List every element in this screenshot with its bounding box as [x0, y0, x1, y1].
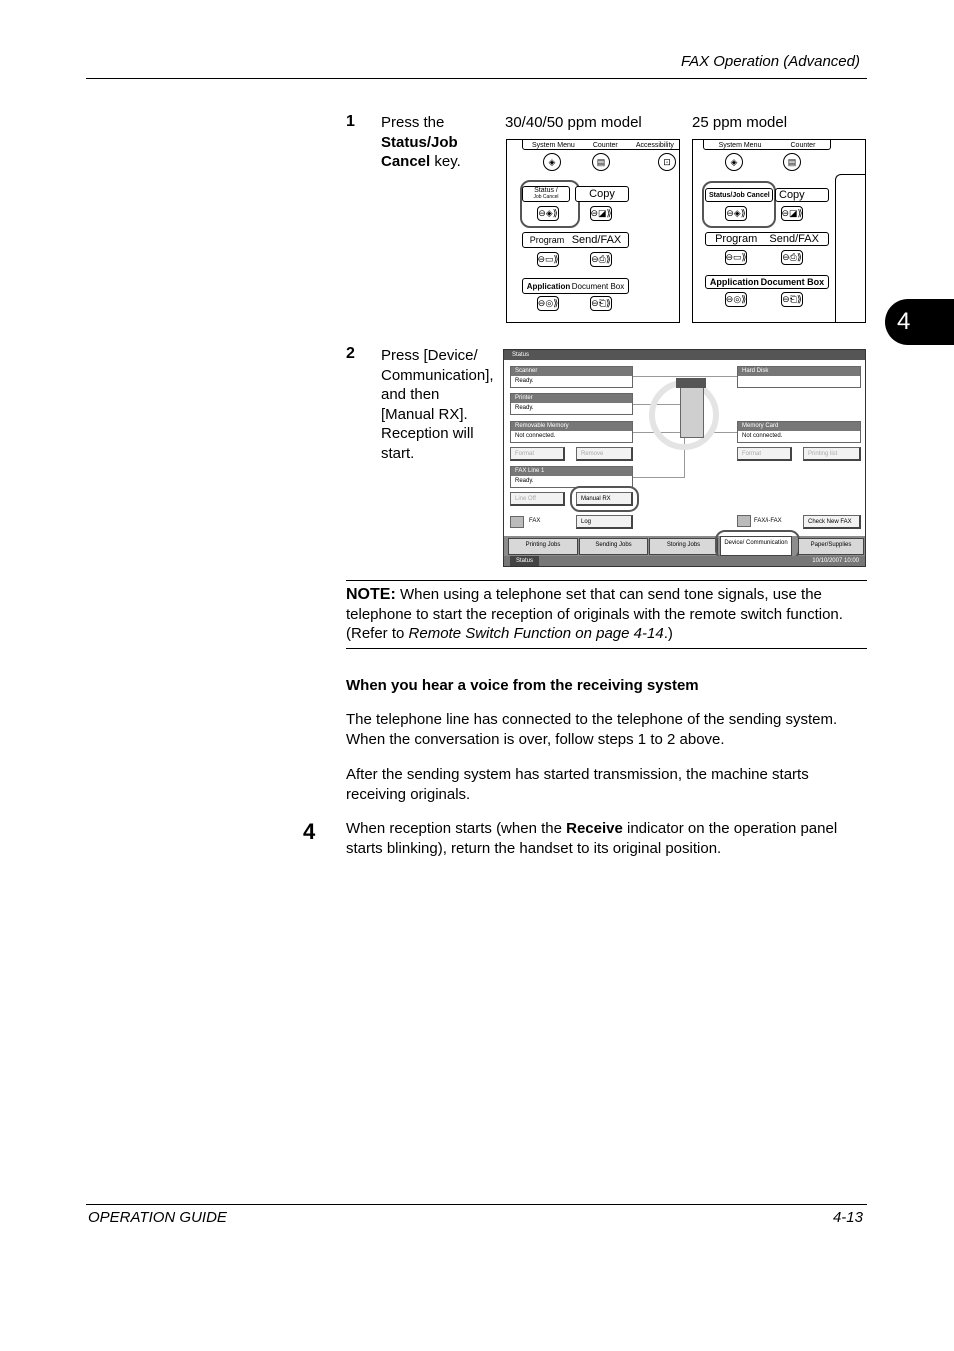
note-text-2: .): [663, 625, 673, 642]
footer-date: 10/10/2007 10:00: [812, 558, 859, 564]
system-menu-label: System Menu: [532, 142, 575, 149]
application-key-icon-right[interactable]: ⊖◎⟫: [725, 292, 747, 307]
fax-label: FAX: [529, 518, 541, 524]
status-text-right: Status/Job Cancel: [709, 191, 770, 199]
line-off-button[interactable]: Line Off: [510, 492, 565, 506]
step-4-number: 4: [303, 819, 316, 844]
scanner-status: [510, 366, 633, 388]
screen-title: Status: [504, 350, 865, 360]
step-1-pre: Press the: [381, 114, 445, 131]
step-2-line: Communication],: [381, 366, 494, 384]
program-sendfax-label: [522, 232, 629, 248]
subheading: When you hear a voice from the receiving system: [346, 677, 699, 694]
program-text-right: Program: [715, 233, 758, 245]
printing-list-button[interactable]: Printing list: [803, 447, 861, 461]
faxline-label: FAX Line 1: [511, 467, 632, 476]
copy-text-right: Copy: [779, 189, 805, 201]
counter-key-icon-right[interactable]: ▤: [783, 153, 801, 171]
memory-card-status: [737, 421, 861, 443]
running-header: FAX Operation (Advanced): [681, 53, 860, 70]
counter-key-icon[interactable]: ▤: [592, 153, 610, 171]
system-menu-key-icon[interactable]: ◈: [543, 153, 561, 171]
application-docbox-label: [522, 278, 629, 294]
printer-value: Ready.: [515, 405, 534, 411]
printer-label: Printer: [511, 394, 632, 403]
copy-label: [575, 186, 629, 202]
step-4-post: indicator on the operation panel starts blinking), return the handset to its original position.: [346, 820, 838, 857]
note-ref: Remote Switch Function on page 4-14: [408, 625, 664, 642]
chapter-tab: 4: [885, 299, 954, 345]
tab-paper-supplies[interactable]: Paper/Supplies: [798, 538, 864, 555]
program-key-icon[interactable]: ⊖▭⟫: [537, 252, 559, 267]
step-2-line: and then: [381, 386, 440, 403]
connector-line: [632, 477, 684, 478]
caption-25: 25 ppm model: [692, 114, 788, 131]
operation-panel-30-40-50: [506, 139, 680, 323]
status-key-highlight-right: [702, 181, 776, 228]
step-1-key-1: Status/Job: [381, 133, 458, 151]
footer-status: Status: [510, 556, 539, 566]
status-key-highlight: [520, 180, 580, 228]
copy-text: Copy: [589, 188, 615, 200]
footer-left: OPERATION GUIDE: [88, 1209, 227, 1226]
docbox-key-icon-right[interactable]: ⊖⎗⟫: [781, 292, 803, 307]
step-1-text: [381, 113, 496, 172]
step-4-pre: When reception starts (when the: [346, 820, 567, 837]
memcard-label: Memory Card: [738, 422, 860, 431]
faxline-value: Ready.: [515, 478, 534, 484]
fax-icon: [510, 516, 524, 528]
hard-disk-status: [737, 366, 861, 388]
step-4-text: [346, 819, 867, 858]
printer-status: [510, 393, 633, 415]
docbox-text: Document Box: [571, 281, 625, 291]
removable-value: Not connected.: [515, 433, 556, 439]
removable-memory-status: [510, 421, 633, 443]
note-text-1: When using a telephone set that can send tone signals, use the telephone to start the reception of originals with the remote switch function. (Refer to: [346, 586, 843, 642]
tab-device-communication[interactable]: Device/ Communication: [720, 536, 792, 556]
status-job-cancel-key-icon[interactable]: ⊖◈⟫: [537, 206, 559, 221]
step-2-line: Press [Device/: [381, 347, 478, 364]
footer-page-number: 4-13: [832, 1209, 863, 1226]
application-key-icon[interactable]: ⊖◎⟫: [537, 296, 559, 311]
panel-side-frame: [835, 174, 866, 323]
step-2-line: Reception will: [381, 425, 474, 442]
copy-key-icon-right[interactable]: ⊖◪⟫: [781, 206, 803, 221]
program-text: Program: [529, 235, 565, 245]
step-2-line: start.: [381, 444, 415, 462]
step-1-key-2: Cancel: [381, 153, 431, 170]
note-block: [346, 585, 867, 644]
docbox-text-right: Document Box: [760, 277, 825, 287]
harddisk-label: Hard Disk: [738, 367, 860, 376]
step-4-bold: Receive: [566, 820, 623, 837]
status-label-b: Job Cancel: [533, 194, 559, 200]
system-menu-key-icon-right[interactable]: ◈: [725, 153, 743, 171]
status-job-cancel-key-icon-right[interactable]: ⊖◈⟫: [725, 206, 747, 221]
fax-ifax-icon: [737, 515, 751, 527]
panel-top-strip: [522, 139, 680, 150]
program-sendfax-label-right: [705, 232, 829, 246]
tab-printing-jobs[interactable]: Printing Jobs: [508, 538, 578, 555]
connector-line: [714, 432, 738, 433]
copy-label-right: [775, 188, 829, 202]
step-2-text: [381, 346, 499, 463]
footer-rule: [86, 1204, 867, 1205]
screen-footer: [504, 556, 865, 566]
removable-label: Removable Memory: [511, 422, 632, 431]
copy-key-icon[interactable]: ⊖◪⟫: [590, 206, 612, 221]
scanner-label: Scanner: [511, 367, 632, 376]
fax-line-status: [510, 466, 633, 488]
format-button[interactable]: Format: [510, 447, 565, 461]
note-label: NOTE:: [346, 586, 396, 603]
caption-30-40-50: 30/40/50 ppm model: [505, 114, 642, 131]
sendfax-key-icon[interactable]: ⊖⎙⟫: [590, 252, 612, 267]
fax-ifax-label: FAX/i-FAX: [754, 518, 782, 524]
manual-rx-button[interactable]: Manual RX: [576, 492, 633, 506]
mfp-machine-top: [676, 378, 706, 388]
panel-top-strip-right: [703, 139, 831, 150]
application-text: Application: [526, 281, 571, 291]
scanner-value: Ready.: [515, 378, 534, 384]
sendfax-text: Send/FAX: [571, 234, 622, 246]
step-1-number: 1: [346, 113, 355, 130]
mfp-machine-body: [680, 382, 704, 438]
application-docbox-label-right: [705, 275, 829, 289]
step-1-post: key.: [430, 153, 461, 170]
counter-label: Counter: [592, 142, 618, 149]
log-button[interactable]: Log: [576, 515, 633, 529]
check-new-fax-button[interactable]: Check New FAX: [803, 515, 861, 529]
format-button-2[interactable]: Format: [737, 447, 792, 461]
counter-label-right: Counter: [790, 142, 816, 149]
program-key-icon-right[interactable]: ⊖▭⟫: [725, 250, 747, 265]
screen-body: [504, 360, 865, 536]
system-menu-label-right: System Menu: [718, 142, 762, 149]
operation-panel-25: [692, 139, 866, 323]
sendfax-key-icon-right[interactable]: ⊖⎙⟫: [781, 250, 803, 265]
paragraph-1: The telephone line has connected to the telephone of the sending system. When the conversation is over, follow steps 1 to 2 above.: [346, 711, 838, 748]
header-rule: [86, 78, 867, 79]
application-text-right: Application: [709, 277, 759, 287]
connector-line: [632, 376, 738, 377]
note-rule-top: [346, 580, 867, 581]
paragraph-2: After the sending system has started transmission, the machine starts receiving originals.: [346, 766, 809, 803]
status-label-a: Status /: [534, 187, 558, 194]
manual-rx-highlight: [570, 486, 639, 512]
step-2-line: [Manual RX].: [381, 405, 468, 423]
accessibility-key-icon[interactable]: ⊡: [658, 153, 676, 171]
status-touch-screen: [503, 349, 866, 567]
accessibility-label: Accessibility: [635, 142, 674, 149]
step-2-number: 2: [346, 345, 355, 362]
docbox-key-icon[interactable]: ⊖⎗⟫: [590, 296, 612, 311]
note-rule-bottom: [346, 648, 867, 649]
memcard-value: Not connected.: [742, 433, 783, 439]
tab-sending-jobs[interactable]: Sending Jobs: [579, 538, 648, 555]
remove-button[interactable]: Remove: [576, 447, 633, 461]
tab-storing-jobs[interactable]: Storing Jobs: [649, 538, 718, 555]
sendfax-text-right: Send/FAX: [769, 233, 819, 245]
